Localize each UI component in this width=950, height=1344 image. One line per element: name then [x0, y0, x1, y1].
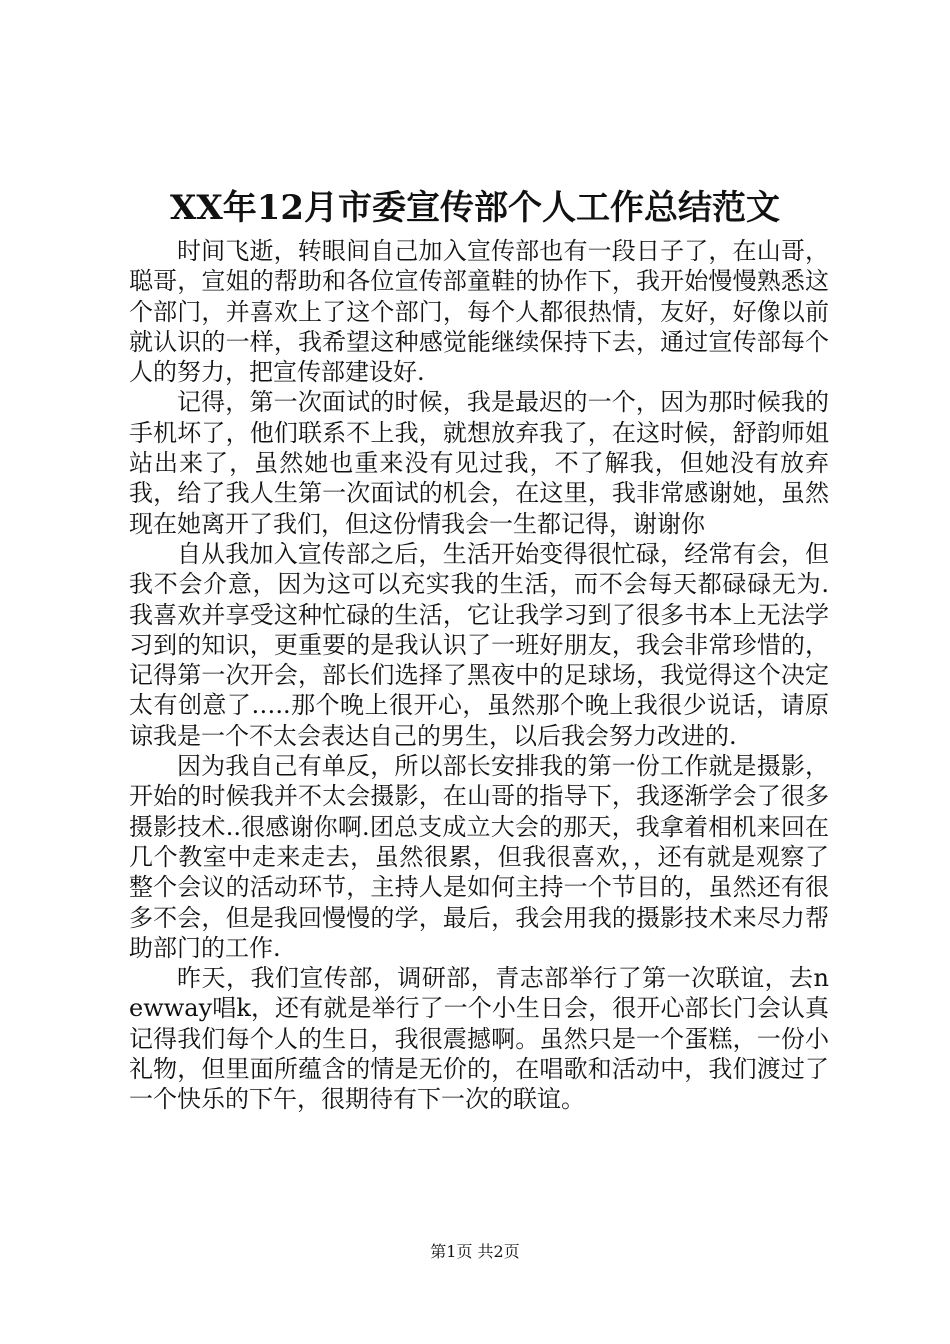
paragraph: 因为我自己有单反，所以部长安排我的第一份工作就是摄影，开始的时候我并不太会摄影，在山哥的指导下，我逐渐学会了很多摄影技术..很感谢你啊.团总支成立大会的那天，我拿着相机来回在几个教室中走来走去，虽然很累，但我很喜欢，，还有就是观察了整个会议的活动环节，主持人是如何主持一个节目的，虽然还有很多不会，但是我回慢慢的学，最后，我会用我的摄影技术来尽力帮助部门的工作. — [129, 752, 829, 962]
page-number-footer: 第1页 共2页 — [430, 1242, 520, 1261]
paragraph: 时间飞逝，转眼间自己加入宣传部也有一段日子了，在山哥，聪哥，宣姐的帮助和各位宣传部童鞋的协作下，我开始慢慢熟悉这个部门，并喜欢上了这个部门，每个人都很热情，友好，好像以前就认识的一样，我希望这种感觉能继续保持下去，通过宣传部每个人的努力，把宣传部建设好. — [129, 237, 829, 387]
paragraph: 自从我加入宣传部之后，生活开始变得很忙碌，经常有会，但我不会介意，因为这可以充实我的生活，而不会每天都碌碌无为.我喜欢并享受这种忙碌的生活，它让我学习到了很多书本上无法学习到的知识，更重要的是我认识了一班好朋友，我会非常珍惜的，记得第一次开会，部长们选择了黑夜中的足球场，我觉得这个决定太有创意了…..那个晚上很开心，虽然那个晚上我很少说话，请原谅我是一个不太会表达自己的男生，以后我会努力改进的. — [129, 539, 829, 750]
document-title: XX年12月市委宣传部个人工作总结范文 — [169, 188, 781, 228]
document-body — [129, 236, 829, 1115]
paragraph: 记得，第一次面试的时候，我是最迟的一个，因为那时候我的手机坏了，他们联系不上我，就想放弃我了，在这时候，舒韵师姐站出来了，虽然她也重来没有见过我，不了解我，但她没有放弃我，给了我人生第一次面试的机会，在这里，我非常感谢她，虽然现在她离开了我们，但这份情我会一生都记得，谢谢你 — [129, 388, 829, 538]
paragraph: 昨天，我们宣传部，调研部，青志部举行了第一次联谊，去newway唱k，还有就是举行了一个小生日会，很开心部长门会认真记得我们每个人的生日，我很震撼啊。虽然只是一个蛋糕，一份小礼物，但里面所蕴含的情是无价的，在唱歌和活动中，我们渡过了一个快乐的下午，很期待有下一次的联谊。 — [129, 964, 829, 1114]
